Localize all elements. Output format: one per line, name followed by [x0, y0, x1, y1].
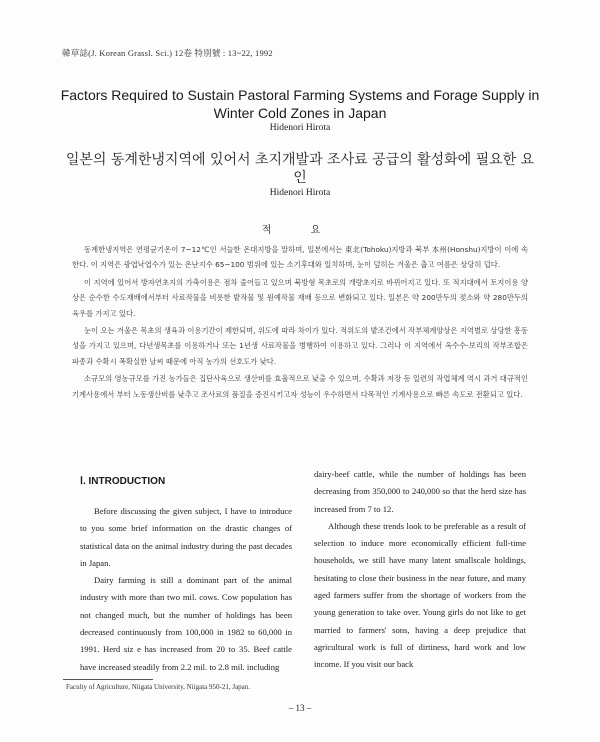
- body-paragraph: Before discussing the given subject, I have to introduce to you some brief information on the drastic changes of statistical data on the animal industry during the past decades in Japan.: [80, 506, 292, 568]
- abstract-paragraph: 소규모의 영농규모를 가진 농가들은 집단사육으로 생산비를 효율적으로 낮출 수 있으며, 수확과 저장 등 일련의 작업체계 역시 과거 대규적인 기계사용에서 부터 노동생산비를 낮추고 조사료의 품질을 증진시키고자 성능이 우수하면서 다목적인 기계사용으로 빠른 속도로 전환되고 있다.: [72, 374, 528, 399]
- journal-header: 韓草誌(J. Korean Grassl. Sci.) 12卷 特別號 : 13~22, 1992: [62, 48, 273, 58]
- abstract-body: [72, 242, 528, 404]
- body-paragraph: dairy-beef cattle, while the number of holdings has been decreasing from 350,000 to 240,000 so that the herd size has increased from 7 to 12.: [314, 469, 526, 514]
- paper-title-english: Factors Required to Sustain Pastoral Farming Systems and Forage Supply in Winter Cold Zones in Japan: [60, 87, 540, 121]
- footnote-divider: [63, 679, 153, 680]
- abstract-paragraph: 눈이 오는 겨울은 목초의 생육과 이용기간이 제한되며, 위도에 따라 차이가 있다. 적위도의 밭조건에서 작부체계양상은 지역별로 상당한 흥동성을 가지고 있으며, 다년생목초를 이용하거나 또는 1년생 사료작물을 병행하여 이용하고 있다. 그러나 이 지역에서 옥수수-보리의 작부조합은 파종과 수확시 폭확실한 날씨 때문에 아직 농가의 선호도가 낮다.: [72, 326, 528, 366]
- paper-title-korean: 일본의 동계한냉지역에 있어서 초지개발과 조사료 공급의 활성화에 필요한 요인: [65, 152, 535, 186]
- body-paragraph: Although these trends look to be preferable as a result of selection to induce more economically efficient full-time households, we still have many latent smallscale holdings, hesitating to close their business in the near future, and many aged farmers suffer from the shortage of workers from the young generation to take over. Young girls do not like to get married to farmers' sons, having a deep prejudice that agricultural work is full of dirtiness, hard work and low income. If you visit our back: [314, 520, 526, 670]
- affiliation-footnote: Faculty of Agriculture, Niigata University, Niigata 950-21, Japan.: [66, 683, 251, 691]
- right-column: [314, 466, 526, 674]
- left-column: [80, 503, 292, 676]
- section-heading-introduction: Ⅰ. INTRODUCTION: [80, 476, 166, 487]
- abstract-heading: 적 요: [261, 225, 339, 236]
- author-name-secondary: Hidenori Hirota: [269, 188, 331, 198]
- abstract-paragraph: 동계한냉지역은 연평균기온이 7~12℃인 서늘한 온대지방을 말하며, 일본에서는 東北(Tohoku)지방과 북부 本州(Honshu)지방이 이에 속한다. 이 지역은 광엽낙엽수가 있는 온난지수 65~100 범위에 있는 소기후대와 일치하며, 눈이 덮히는 겨울은 춥고 여름은 상당히 덥다.: [72, 245, 528, 270]
- page-number: – 13 –: [288, 703, 312, 713]
- body-paragraph: Dairy farming is still a dominant part of the animal industry with more than two mil. cows. Cow population has not changed much, but the number of holdings has been decreased continuously from 100,000 in 1982 to 60,000 in 1991. Herd siz e has increased from 20 to 35. Beef cattle have increased steadily from 2.2 mil. to 2.8 mil. including: [80, 575, 292, 672]
- abstract-paragraph: 이 지역에 있어서 방자연초지의 가축이용은 점차 줄어들고 있으며 북방형 목초로의 개량초지로 바뀌어지고 있다. 또 적지대에서 토지이용 양상은 순수한 수도재배에서부터 사료작물을 비롯한 밭작물 및 원예작물 재배 등으로 변화되고 있다. 일본은 약 200만두의 젖소와 약 280만두의 육우를 가지고 있다.: [72, 277, 528, 318]
- author-name: Hidenori Hirota: [269, 123, 331, 133]
